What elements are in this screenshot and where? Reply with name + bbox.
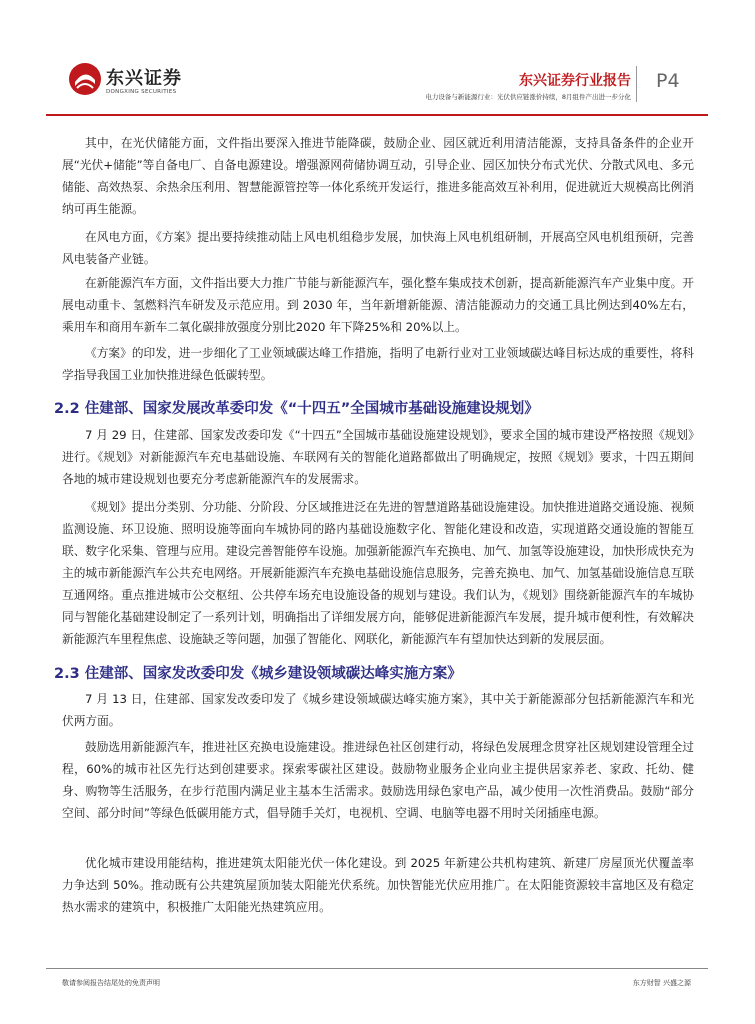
paragraph-plan-details	[62, 496, 694, 650]
header-divider	[636, 66, 637, 102]
paragraph-pv-storage	[62, 132, 694, 220]
footer-rule	[46, 968, 708, 969]
paragraph-text: 《规划》提出分类别、分功能、分阶段、分区域推进泛在先进的智慧道路基础设施建设。加快推进道路交通设施、视频监测设施、环卫设施、照明设施等面向车城协同的路内基础设施数字化、智能化建设和改造，实现道路交通设施的智能互联、数字化采集、管理与应用。建设完善智能停车设施。加强新能源汽车充换电、加气、加氢等设施建设，加快形成快充为主的城市新能源汽车公共充电网络。开展新能源汽车充换电基础设施信息服务，完善充换电、加气、加氢基础设施信息互联互通网络。重点推进城市公交枢纽、公共停车场充电设施设备的规划与建设。我们认为，《规划》围绕新能源汽车的车城协同与智能化基础建设制定了一系列计划，明确指出了详细发展方向，能够促进新能源汽车发展，提升城市便利性，有效解决新能源汽车里程焦虑、设施缺乏等问题，加强了智能化、网联化，新能源汽车有望加快达到新的发展层面。	[62, 500, 694, 646]
footer-disclaimer: 敬请参阅报告结尾处的免责声明	[62, 979, 160, 987]
paragraph-text: 其中，在光伏储能方面，文件指出要深入推进节能降碳，鼓励企业、园区就近利用清洁能源，支持具备条件的企业开展“光伏+储能”等自备电厂、自备电源建设。增强源网荷储协调互动，引导企业、园区加快分布式光伏、分散式风电、多元储能、高效热泵、余热余压利用、智慧能源管控等一体化系统开发运行，推进多能高效互补利用，促进就近大规模高比例消纳可再生能源。	[62, 136, 694, 216]
paragraph-text: 7 月 13 日，住建部、国家发改委印发了《城乡建设领域碳达峰实施方案》，其中关于新能源部分包括新能源汽车和光伏两方面。	[62, 692, 694, 728]
paragraph-infrastructure-plan	[62, 424, 694, 490]
header-rule	[46, 114, 708, 116]
logo-emblem-icon	[68, 62, 102, 96]
paragraph-plan-significance	[62, 342, 694, 386]
paragraph-text: 鼓励选用新能源汽车，推进社区充换电设施建设。推进绿色社区创建行动，将绿色发展理念贯穿社区规划建设管理全过程，60%的城市社区先行达到创建要求。探索零碳社区建设。鼓励物业服务企业向业主提供居家养老、家政、托幼、健身、购物等生活服务，在步行范围内满足业主基本生活需求。鼓励选用绿色家电产品，减少使用一次性消费品。鼓励“部分空间、部分时间”等绿色低碳用能方式，倡导随手关灯，电视机、空调、电脑等电器不用时关闭插座电源。	[62, 740, 694, 820]
paragraph-urban-rural-plan	[62, 688, 694, 732]
company-logo	[68, 62, 188, 102]
logo-english-name: DONGXING SECURITIES	[106, 89, 177, 95]
paragraph-nev	[62, 272, 694, 338]
paragraph-text: 7 月 29 日，住建部、国家发改委印发《“十四五”全国城市基础设施建设规划》，要求全国的城市建设严格按照《规划》进行。《规划》对新能源汽车充电基础设施、车联网有关的智能化道路都做出了明确规定，按照《规划》要求，十四五期间各地的城市建设规划也要充分考虑新能源汽车的发展需求。	[62, 428, 694, 486]
section-heading-2-3: 2.3 住建部、国家发改委印发《城乡建设领域碳达峰实施方案》	[54, 666, 462, 682]
paragraph-community-ev	[62, 736, 694, 824]
page-header	[0, 0, 755, 120]
report-title: 东兴证券行业报告	[519, 73, 631, 89]
paragraph-building-pv	[62, 852, 694, 918]
paragraph-text: 优化城市建设用能结构，推进建筑太阳能光伏一体化建设。到 2025 年新建公共机构建筑、新建厂房屋顶光伏覆盖率力争达到 50%。推动既有公共建筑屋顶加装太阳能光伏系统。加快智能光伏应用推广。在太阳能资源较丰富地区及有稳定热水需求的建筑中，积极推广太阳能光热建筑应用。	[62, 856, 694, 914]
report-subtitle: 电力设备与新能源行业：光伏供应链涨价持续，8月组件产出进一步分化	[425, 93, 631, 101]
paragraph-text: 在新能源汽车方面，文件指出要大力推广节能与新能源汽车，强化整车集成技术创新，提高新能源汽车产业集中度。开展电动重卡、氢燃料汽车研发及示范应用。到 2030 年，当年新增新能源、清洁能源动力的交通工具比例达到40%左右，乘用车和商用车新车二氧化碳排放强度分别比2020 年下降25%和 20%以上。	[62, 276, 694, 334]
logo-chinese-name: 东兴证券	[106, 68, 182, 89]
paragraph-text: 《方案》的印发，进一步细化了工业领域碳达峰工作措施，指明了电新行业对工业领域碳达峰目标达成的重要性，将科学指导我国工业加快推进绿色低碳转型。	[62, 346, 694, 382]
section-heading-2-2: 2.2 住建部、国家发展改革委印发《“十四五”全国城市基础设施建设规划》	[54, 401, 539, 417]
paragraph-text: 在风电方面，《方案》提出要持续推动陆上风电机组稳步发展，加快海上风电机组研制，开展高空风电机组预研，完善风电装备产业链。	[62, 230, 694, 266]
page-number: P4	[656, 70, 680, 92]
footer-slogan: 东方财智 兴盛之源	[632, 979, 691, 987]
paragraph-wind	[62, 226, 694, 270]
